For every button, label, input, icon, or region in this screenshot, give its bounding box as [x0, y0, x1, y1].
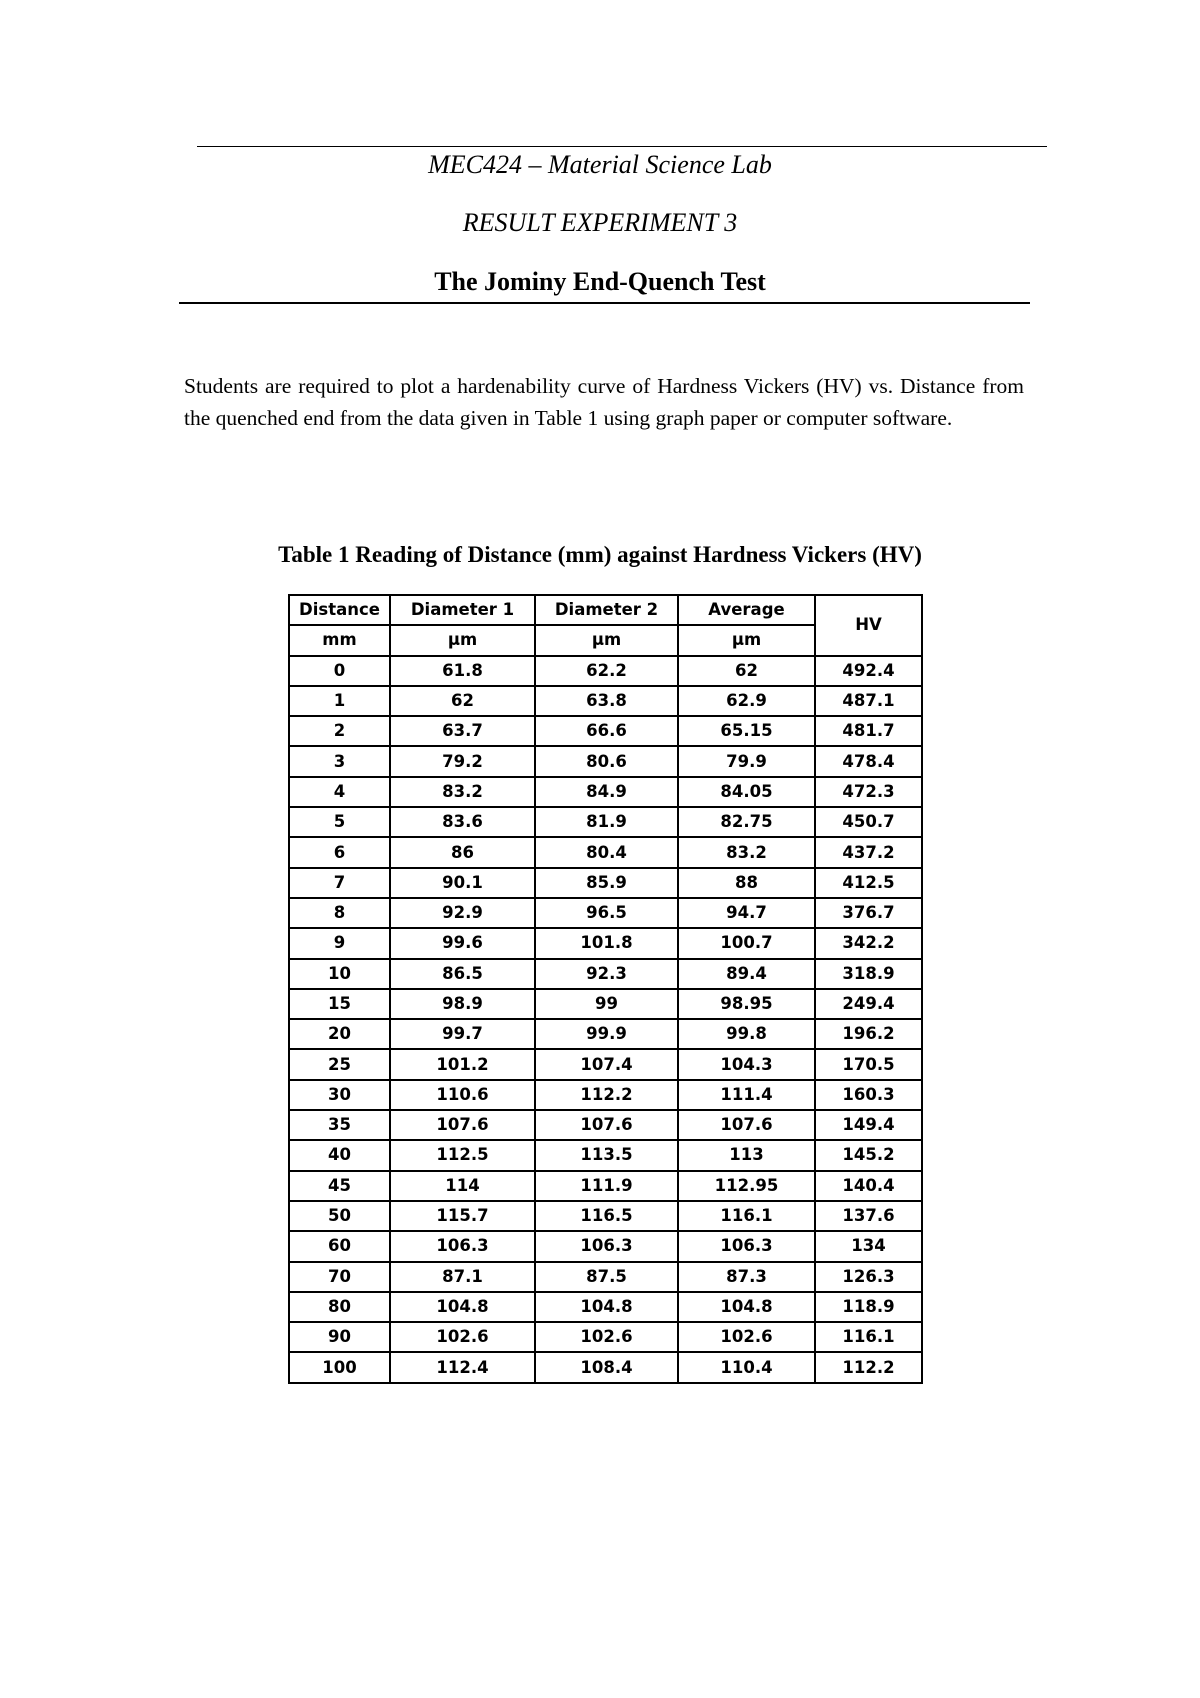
- hv-cell: 134: [815, 1231, 922, 1261]
- diameter-2-cell: 102.6: [535, 1322, 678, 1352]
- diameter-2-cell: 113.5: [535, 1140, 678, 1170]
- header-diameter-2: Diameter 2: [535, 595, 678, 625]
- distance-cell: 50: [289, 1201, 390, 1231]
- diameter-1-cell: 90.1: [390, 868, 535, 898]
- hv-cell: 249.4: [815, 989, 922, 1019]
- average-cell: 89.4: [678, 959, 815, 989]
- diameter-1-cell: 92.9: [390, 898, 535, 928]
- diameter-1-cell: 107.6: [390, 1110, 535, 1140]
- hv-cell: 487.1: [815, 686, 922, 716]
- diameter-2-cell: 101.8: [535, 928, 678, 958]
- table-row: [289, 1140, 922, 1170]
- hv-cell: 160.3: [815, 1080, 922, 1110]
- table-row: [289, 777, 922, 807]
- distance-cell: 3: [289, 746, 390, 776]
- diameter-1-cell: 86: [390, 837, 535, 867]
- hv-cell: 492.4: [815, 656, 922, 686]
- distance-cell: 35: [289, 1110, 390, 1140]
- table-row: [289, 1110, 922, 1140]
- diameter-1-cell: 99.6: [390, 928, 535, 958]
- diameter-1-cell: 99.7: [390, 1019, 535, 1049]
- unit-diameter-2: µm: [535, 625, 678, 655]
- distance-cell: 45: [289, 1171, 390, 1201]
- average-cell: 94.7: [678, 898, 815, 928]
- unit-diameter-1: µm: [390, 625, 535, 655]
- distance-cell: 40: [289, 1140, 390, 1170]
- hv-cell: 318.9: [815, 959, 922, 989]
- hv-cell: 118.9: [815, 1292, 922, 1322]
- table-header: [289, 595, 922, 656]
- diameter-1-cell: 61.8: [390, 656, 535, 686]
- average-cell: 62: [678, 656, 815, 686]
- average-cell: 100.7: [678, 928, 815, 958]
- table-body: [289, 656, 922, 1383]
- average-cell: 88: [678, 868, 815, 898]
- diameter-2-cell: 99: [535, 989, 678, 1019]
- distance-cell: 0: [289, 656, 390, 686]
- average-cell: 116.1: [678, 1201, 815, 1231]
- diameter-2-cell: 80.6: [535, 746, 678, 776]
- table-row: [289, 686, 922, 716]
- hv-cell: 412.5: [815, 868, 922, 898]
- table-row: [289, 656, 922, 686]
- distance-cell: 10: [289, 959, 390, 989]
- distance-cell: 100: [289, 1352, 390, 1382]
- diameter-2-cell: 104.8: [535, 1292, 678, 1322]
- average-cell: 98.95: [678, 989, 815, 1019]
- diameter-1-cell: 86.5: [390, 959, 535, 989]
- hv-cell: 450.7: [815, 807, 922, 837]
- average-cell: 107.6: [678, 1110, 815, 1140]
- diameter-1-cell: 110.6: [390, 1080, 535, 1110]
- average-cell: 111.4: [678, 1080, 815, 1110]
- table-row: [289, 746, 922, 776]
- distance-cell: 20: [289, 1019, 390, 1049]
- distance-cell: 70: [289, 1262, 390, 1292]
- hv-cell: 149.4: [815, 1110, 922, 1140]
- average-cell: 79.9: [678, 746, 815, 776]
- average-cell: 102.6: [678, 1322, 815, 1352]
- average-cell: 104.3: [678, 1049, 815, 1079]
- hv-cell: 478.4: [815, 746, 922, 776]
- header-diameter-1: Diameter 1: [390, 595, 535, 625]
- table-row: [289, 898, 922, 928]
- diameter-1-cell: 63.7: [390, 716, 535, 746]
- table-row: [289, 1262, 922, 1292]
- header-average: Average: [678, 595, 815, 625]
- average-cell: 62.9: [678, 686, 815, 716]
- hv-cell: 137.6: [815, 1201, 922, 1231]
- diameter-2-cell: 66.6: [535, 716, 678, 746]
- table-row: [289, 1080, 922, 1110]
- average-cell: 82.75: [678, 807, 815, 837]
- hv-cell: 342.2: [815, 928, 922, 958]
- experiment-title: The Jominy End-Quench Test: [434, 267, 766, 296]
- diameter-2-cell: 85.9: [535, 868, 678, 898]
- average-cell: 104.8: [678, 1292, 815, 1322]
- distance-cell: 9: [289, 928, 390, 958]
- diameter-2-cell: 84.9: [535, 777, 678, 807]
- distance-cell: 90: [289, 1322, 390, 1352]
- distance-cell: 5: [289, 807, 390, 837]
- diameter-1-cell: 102.6: [390, 1322, 535, 1352]
- diameter-1-cell: 87.1: [390, 1262, 535, 1292]
- table-row: [289, 1352, 922, 1382]
- diameter-2-cell: 62.2: [535, 656, 678, 686]
- distance-cell: 8: [289, 898, 390, 928]
- diameter-1-cell: 83.2: [390, 777, 535, 807]
- diameter-1-cell: 62: [390, 686, 535, 716]
- distance-cell: 15: [289, 989, 390, 1019]
- diameter-1-cell: 114: [390, 1171, 535, 1201]
- table-row: [289, 928, 922, 958]
- diameter-2-cell: 99.9: [535, 1019, 678, 1049]
- diameter-2-cell: 96.5: [535, 898, 678, 928]
- hv-cell: 196.2: [815, 1019, 922, 1049]
- distance-cell: 2: [289, 716, 390, 746]
- distance-cell: 60: [289, 1231, 390, 1261]
- table-row: [289, 959, 922, 989]
- average-cell: 83.2: [678, 837, 815, 867]
- distance-cell: 80: [289, 1292, 390, 1322]
- diameter-1-cell: 83.6: [390, 807, 535, 837]
- unit-average: µm: [678, 625, 815, 655]
- diameter-1-cell: 104.8: [390, 1292, 535, 1322]
- diameter-2-cell: 111.9: [535, 1171, 678, 1201]
- distance-cell: 7: [289, 868, 390, 898]
- table-header-row: [289, 595, 922, 625]
- diameter-2-cell: 108.4: [535, 1352, 678, 1382]
- hv-cell: 145.2: [815, 1140, 922, 1170]
- distance-cell: 30: [289, 1080, 390, 1110]
- hv-cell: 116.1: [815, 1322, 922, 1352]
- table-row: [289, 1231, 922, 1261]
- average-cell: 106.3: [678, 1231, 815, 1261]
- diameter-1-cell: 106.3: [390, 1231, 535, 1261]
- diameter-2-cell: 63.8: [535, 686, 678, 716]
- table-row: [289, 1292, 922, 1322]
- average-cell: 65.15: [678, 716, 815, 746]
- average-cell: 113: [678, 1140, 815, 1170]
- diameter-2-cell: 92.3: [535, 959, 678, 989]
- unit-distance: mm: [289, 625, 390, 655]
- average-cell: 84.05: [678, 777, 815, 807]
- hv-cell: 472.3: [815, 777, 922, 807]
- hv-cell: 481.7: [815, 716, 922, 746]
- hv-cell: 112.2: [815, 1352, 922, 1382]
- table-row: [289, 1201, 922, 1231]
- average-cell: 99.8: [678, 1019, 815, 1049]
- hv-cell: 170.5: [815, 1049, 922, 1079]
- diameter-2-cell: 81.9: [535, 807, 678, 837]
- table-row: [289, 1019, 922, 1049]
- table-caption: Table 1 Reading of Distance (mm) against Hardness Vickers (HV): [278, 542, 922, 567]
- diameter-1-cell: 79.2: [390, 746, 535, 776]
- distance-cell: 4: [289, 777, 390, 807]
- diameter-2-cell: 107.4: [535, 1049, 678, 1079]
- table-row: [289, 868, 922, 898]
- diameter-2-cell: 116.5: [535, 1201, 678, 1231]
- hv-cell: 376.7: [815, 898, 922, 928]
- hardness-data-table: [288, 594, 923, 1384]
- hv-cell: 140.4: [815, 1171, 922, 1201]
- distance-cell: 25: [289, 1049, 390, 1079]
- hv-cell: 437.2: [815, 837, 922, 867]
- diameter-2-cell: 106.3: [535, 1231, 678, 1261]
- diameter-1-cell: 112.4: [390, 1352, 535, 1382]
- average-cell: 87.3: [678, 1262, 815, 1292]
- distance-cell: 6: [289, 837, 390, 867]
- table-row: [289, 1322, 922, 1352]
- diameter-2-cell: 107.6: [535, 1110, 678, 1140]
- title-underline-rule: [179, 302, 1030, 304]
- diameter-1-cell: 115.7: [390, 1201, 535, 1231]
- table-row: [289, 1171, 922, 1201]
- instructions-paragraph: Students are required to plot a hardenability curve of Hardness Vickers (HV) vs. Distance from the quenched end from the data given in Table 1 using graph paper or computer software.: [184, 374, 1024, 430]
- diameter-1-cell: 98.9: [390, 989, 535, 1019]
- diameter-1-cell: 101.2: [390, 1049, 535, 1079]
- diameter-1-cell: 112.5: [390, 1140, 535, 1170]
- diameter-2-cell: 87.5: [535, 1262, 678, 1292]
- diameter-2-cell: 112.2: [535, 1080, 678, 1110]
- result-title: RESULT EXPERIMENT 3: [462, 208, 738, 237]
- hv-cell: 126.3: [815, 1262, 922, 1292]
- table-row: [289, 989, 922, 1019]
- average-cell: 112.95: [678, 1171, 815, 1201]
- header-distance: Distance: [289, 595, 390, 625]
- average-cell: 110.4: [678, 1352, 815, 1382]
- diameter-2-cell: 80.4: [535, 837, 678, 867]
- table-row: [289, 837, 922, 867]
- table-row: [289, 1049, 922, 1079]
- table-row: [289, 716, 922, 746]
- header-hv: HV: [815, 595, 922, 656]
- course-title: MEC424 – Material Science Lab: [428, 150, 772, 179]
- table-row: [289, 807, 922, 837]
- distance-cell: 1: [289, 686, 390, 716]
